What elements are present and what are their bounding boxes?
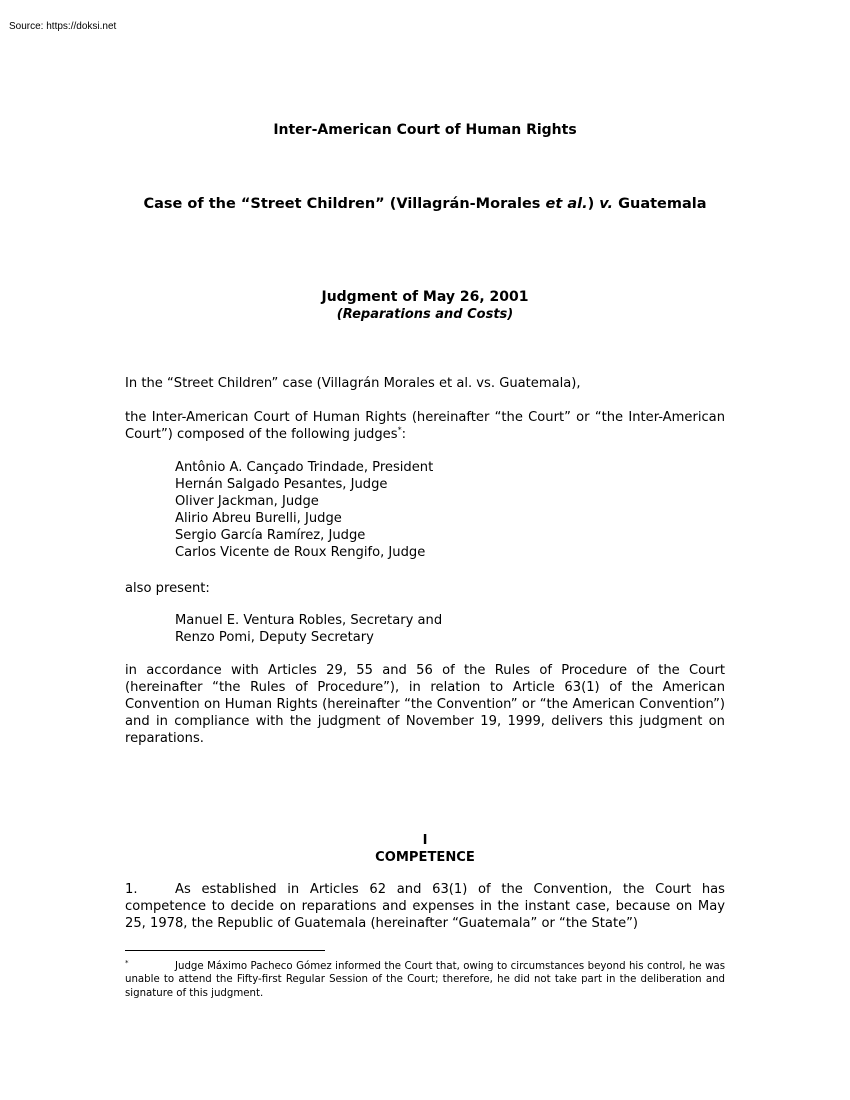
footnote-divider	[125, 950, 325, 951]
court-composition-text: the Inter-American Court of Human Rights (hereinafter “the Court” or “the Inter-American Court”) composed of the following judges	[125, 410, 725, 442]
footnote-text: Judge Máximo Pacheco Gómez informed the Court that, owing to circumstances beyond his control, he was unable to attend the Fifty-first Regular Session of the Court; therefore, he did not take part in the deliberation and signature of this judgment.	[125, 961, 725, 999]
case-title-part: )	[587, 196, 600, 212]
paragraph-1	[125, 881, 725, 932]
case-title-et-al: et al.	[545, 196, 588, 212]
judgment-subtitle: (Reparations and Costs)	[336, 307, 514, 322]
source-label: Source: https://doksi.net	[9, 21, 117, 32]
case-title	[0, 196, 850, 212]
secretary-item: Manuel E. Ventura Robles, Secretary and	[175, 613, 443, 628]
accordance-paragraph: in accordance with Articles 29, 55 and 56 of the Rules of Procedure of the Court (hereinafter “the Rules of Procedure”), in relation to Article 63(1) of the American Convention on Human Rights (hereinafter “the Convention” or “the American Convention”) and in compliance with the judgment of November 19, 1999, delivers this judgment on reparations.	[125, 663, 725, 746]
section-heading: COMPETENCE	[375, 850, 475, 865]
secretaries-list	[175, 612, 442, 646]
paragraph-1-text: As established in Articles 62 and 63(1) of the Convention, the Court has competence to decide on reparations and expenses in the instant case, because on May 25, 1978, the Republic of Guatemala (hereinafter “Guatemala” or “the State”)	[125, 882, 725, 931]
secretary-item: Renzo Pomi, Deputy Secretary	[175, 630, 374, 645]
judge-item: Oliver Jackman, Judge	[175, 494, 319, 509]
judge-item: Sergio García Ramírez, Judge	[175, 528, 366, 543]
court-composition-paragraph	[125, 409, 725, 443]
paragraph-number: 1.	[125, 882, 138, 897]
footnote: * Judge Máximo Pacheco Gómez informed the Court that, owing to circumstances beyond his control, he was unable to attend the Fifty-first Regular Session of the Court; therefore, he did not take part in the deliberation and signature of this judgment.	[125, 958, 725, 999]
also-present-label: also present:	[125, 581, 210, 596]
intro-paragraph: In the “Street Children” case (Villagrán Morales et al. vs. Guatemala),	[125, 376, 581, 391]
case-title-part: Case of the “Street Children” (Villagrán-Morales	[143, 196, 546, 212]
judge-item: Carlos Vicente de Roux Rengifo, Judge	[175, 545, 426, 560]
court-title: Inter-American Court of Human Rights	[273, 122, 577, 138]
section-numeral: I	[422, 833, 428, 848]
footnote-reference[interactable]: *	[397, 425, 402, 435]
case-title-versus: v.	[599, 196, 614, 212]
judges-list	[175, 459, 433, 561]
judgment-title: Judgment of May 26, 2001	[321, 289, 529, 305]
case-title-part: Guatemala	[613, 196, 707, 212]
judge-item: Hernán Salgado Pesantes, Judge	[175, 477, 388, 492]
court-composition-colon: :	[401, 427, 406, 442]
judge-item: Antônio A. Cançado Trindade, President	[175, 460, 434, 475]
judge-item: Alirio Abreu Burelli, Judge	[175, 511, 342, 526]
